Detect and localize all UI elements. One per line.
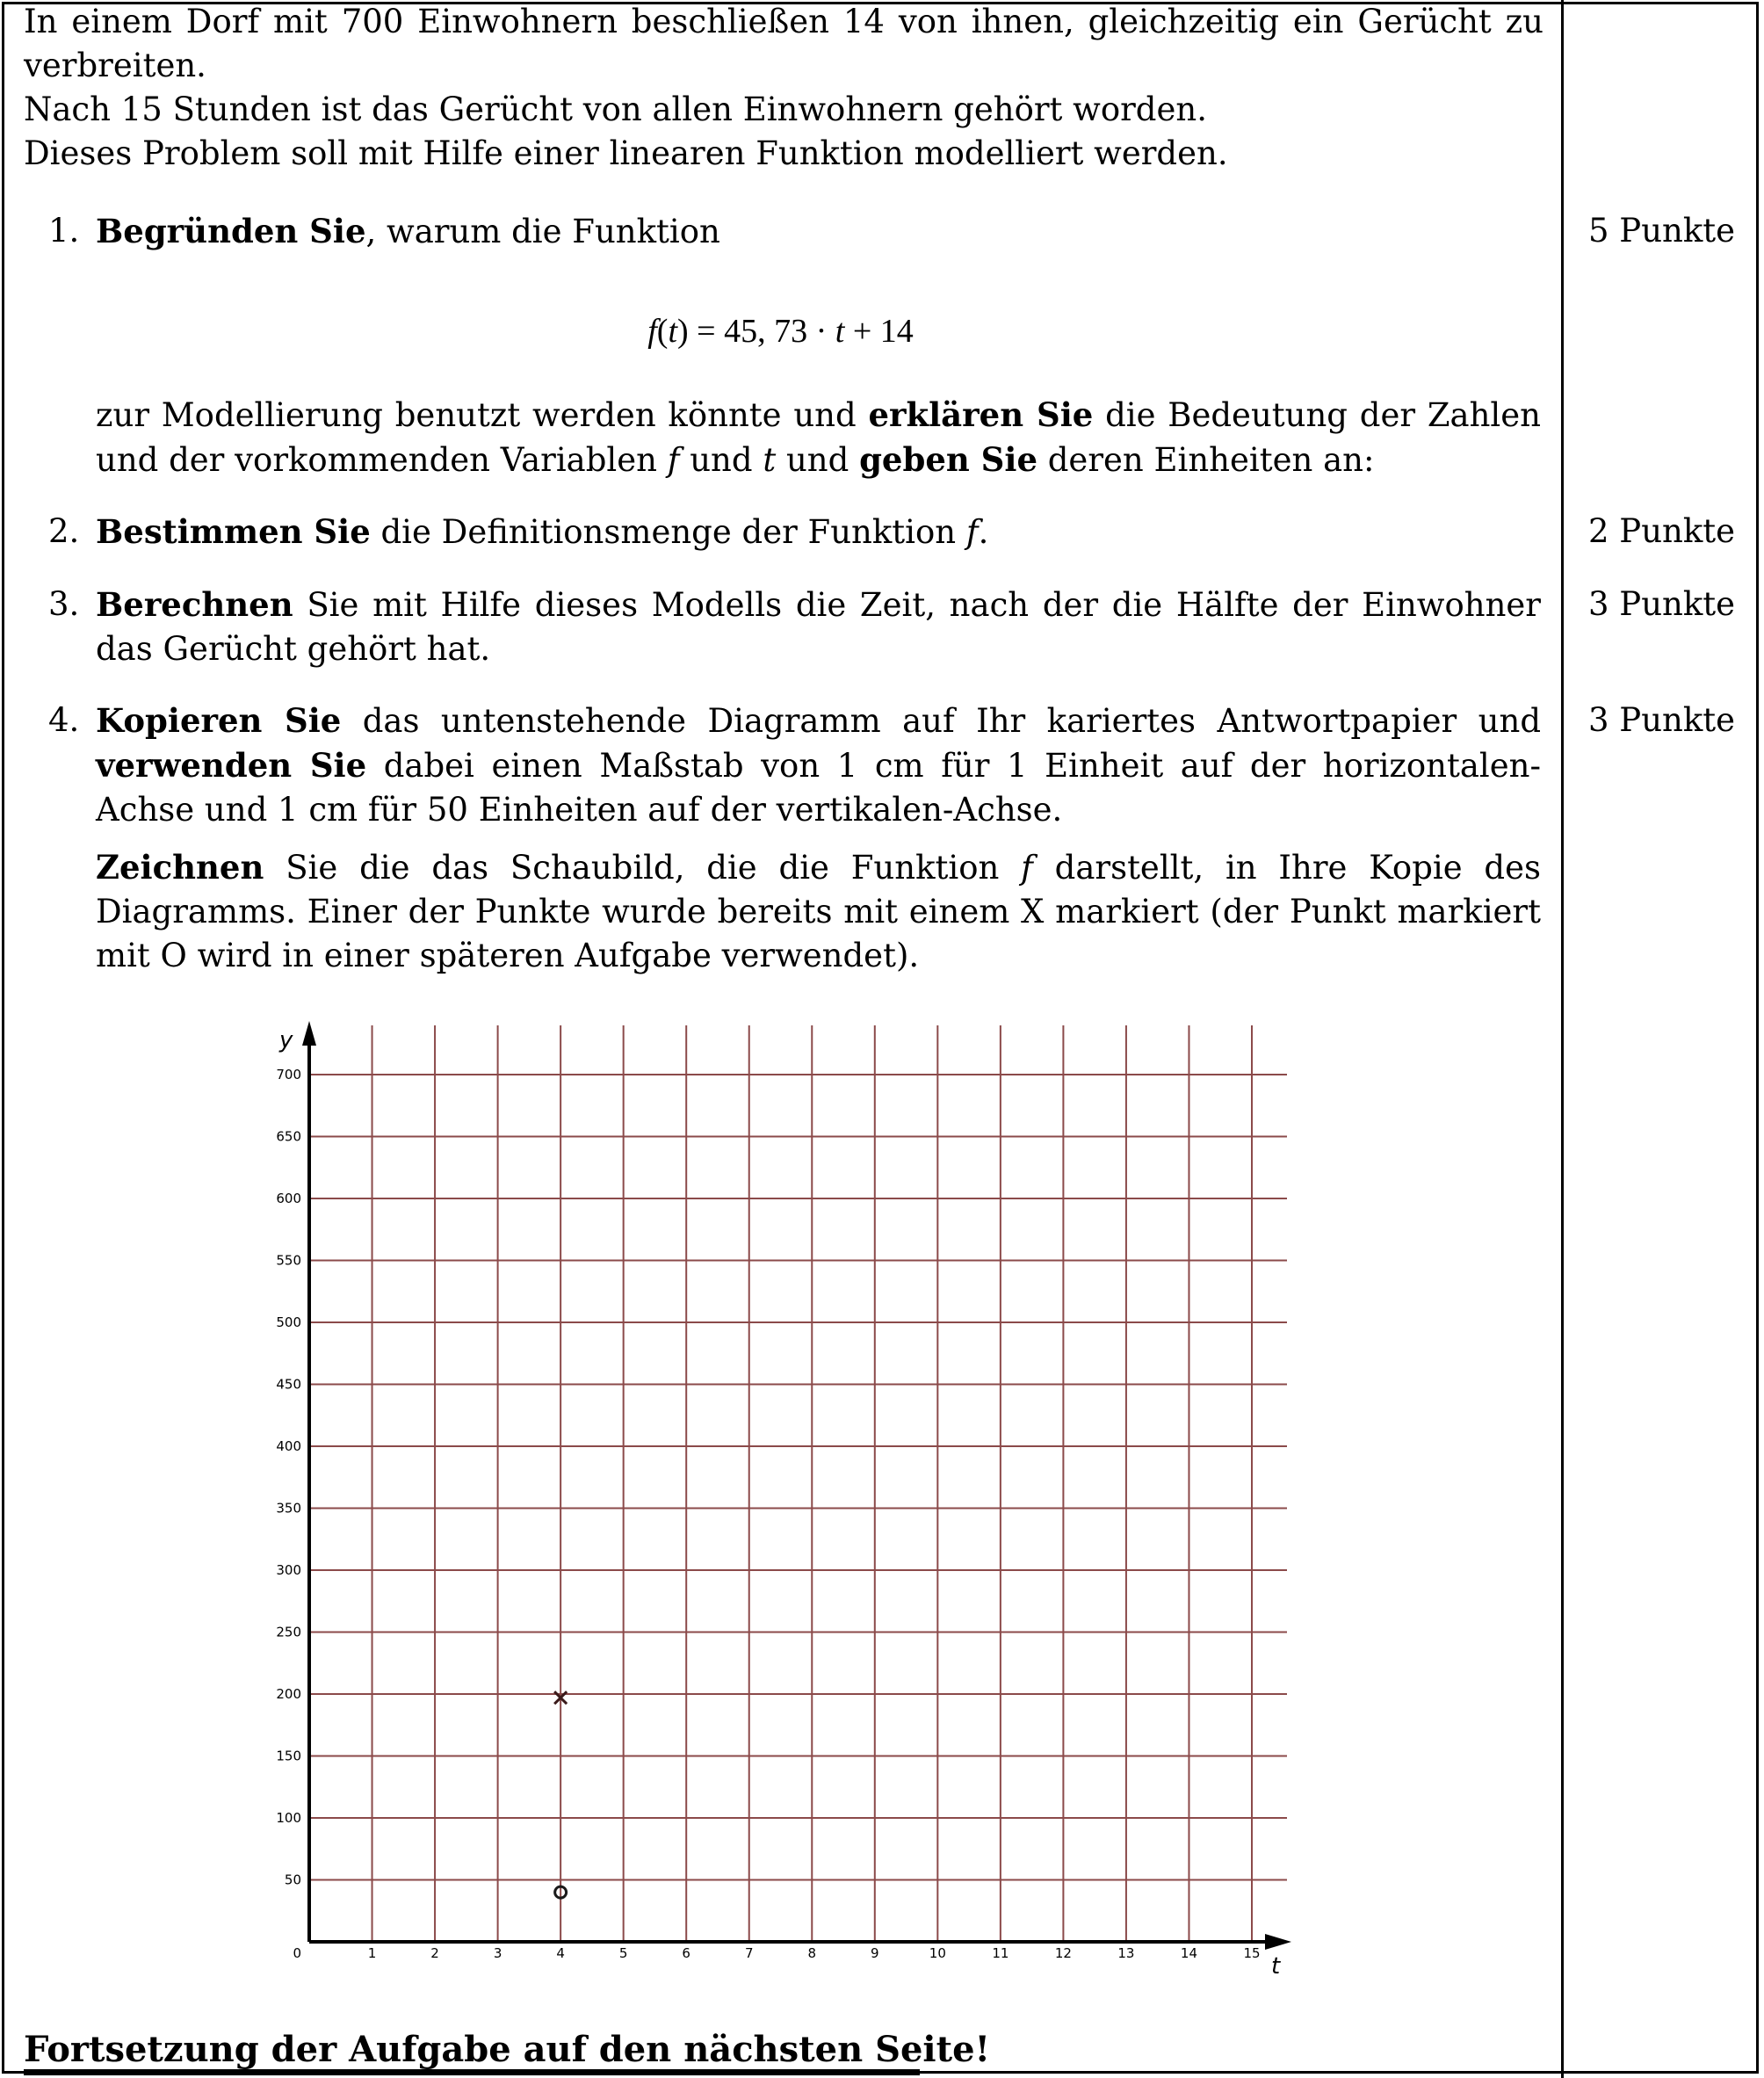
intro-line-2: Nach 15 Stunden ist das Gerücht von allen Einwohnern gehört worden. — [24, 91, 1207, 128]
task-2-line: Bestimmen Sie die Definitionsmenge der Funktion f. — [96, 512, 989, 551]
y-tick-label: 50 — [284, 1872, 301, 1888]
origin-label: 0 — [293, 1945, 301, 1961]
y-tick-label: 400 — [276, 1438, 301, 1454]
task-4-number: 4. — [48, 701, 80, 739]
x-tick-label: 1 — [367, 1945, 377, 1961]
task-4-bold-2: verwenden Sie — [96, 746, 367, 785]
y-tick-label: 300 — [276, 1562, 301, 1578]
y-tick-label: 100 — [276, 1810, 301, 1826]
task-1-points: 5 Punkte — [1588, 212, 1736, 250]
continuation-note: Fortsetzung der Aufgabe auf den nächsten Seite! — [24, 2029, 991, 2070]
intro-line-3: Dieses Problem soll mit Hilfe einer linearen Funktion modelliert werden. — [24, 134, 1228, 172]
x-tick-label: 5 — [618, 1945, 628, 1961]
task-3-line: Berechnen Sie mit Hilfe dieses Modells die Zeit, nach der die Hälfte der Einwohner das Gerücht gehört hat. — [96, 585, 1541, 668]
y-tick-label: 450 — [276, 1376, 301, 1393]
y-tick-label: 500 — [276, 1314, 301, 1330]
y-tick-label: 650 — [276, 1128, 301, 1145]
x-tick-label: 8 — [807, 1945, 817, 1961]
x-tick-label: 13 — [1117, 1945, 1135, 1961]
x-tick-label: 2 — [430, 1945, 439, 1961]
task-4-paragraph-1: Kopieren Sie das untenstehende Diagramm auf Ihr kariertes Antwortpapier und verwenden Sie dabei einen Maßstab von 1 cm für 1 Einheit auf der horizontalen-Achse und 1 cm für 50 Einheiten auf der vertikalen-Achse. — [96, 701, 1542, 829]
task-1-text-1: , warum die Funktion — [365, 213, 720, 250]
y-axis-arrow — [302, 1021, 316, 1046]
task-3-points: 3 Punkte — [1588, 585, 1736, 623]
x-tick-label: 7 — [744, 1945, 754, 1961]
task-2-points: 2 Punkte — [1588, 512, 1736, 550]
task-4-paragraph-2: Zeichnen Sie die das Schaubild, die die Funktion f darstellt, in Ihre Kopie des Diagramms. Einer der Punkte wurde bereits mit einem X markiert (der Punkt markiert mit O wird in einer späteren Aufgabe verwendet). — [96, 848, 1541, 974]
task-1-number: 1. — [48, 212, 80, 250]
task-1-explanation: zur Modellierung benutzt werden könnte und erklären Sie die Bedeutung der Zahlen und der vorkommenden Variablen f und t und geben Sie deren Einheiten an: — [96, 395, 1541, 479]
task-3-number: 3. — [48, 585, 80, 623]
x-tick-label: 12 — [1054, 1945, 1072, 1961]
continuation-underline — [24, 2069, 920, 2075]
task-2-bold-1: Bestimmen Sie — [96, 512, 371, 551]
task-1-formula: f(t) = 45, 73 · t + 14 — [647, 313, 914, 350]
x-tick-label: 6 — [682, 1945, 690, 1961]
formula-rhs: + 14 — [844, 313, 914, 350]
x-tick-label: 14 — [1180, 1945, 1198, 1961]
x-tick-label: 9 — [871, 1945, 879, 1961]
formula-var-t: t — [835, 313, 845, 350]
y-tick-label: 550 — [276, 1252, 301, 1269]
task-1-bold-1: Begründen Sie — [96, 212, 366, 250]
y-axis-label: y — [279, 1027, 293, 1053]
x-tick-label: 15 — [1243, 1945, 1261, 1961]
task-1-bold-3: geben Sie — [859, 440, 1037, 479]
task-3-bold-1: Berechnen — [96, 585, 293, 624]
y-tick-label: 150 — [276, 1748, 301, 1764]
y-tick-label: 200 — [276, 1686, 301, 1702]
task-4-bold-3: Zeichnen — [96, 848, 264, 887]
task-4-points: 3 Punkte — [1588, 701, 1736, 739]
task-1-bold-2: erklären Sie — [868, 395, 1094, 434]
intro-line-1: In einem Dorf mit 700 Einwohnern beschließen 14 von ihnen, gleichzeitig ein Gerücht zu verbreiten. — [24, 3, 1544, 84]
task-4-bold-1: Kopieren Sie — [96, 701, 342, 740]
x-tick-label: 11 — [992, 1945, 1009, 1961]
y-tick-label: 600 — [276, 1191, 301, 1206]
y-tick-label: 700 — [276, 1067, 301, 1082]
x-tick-label: 3 — [493, 1945, 502, 1961]
x-axis-arrow — [1265, 1934, 1291, 1950]
y-tick-label: 250 — [276, 1624, 301, 1640]
x-axis-label: t — [1271, 1953, 1281, 1980]
task-2-number: 2. — [48, 512, 80, 550]
x-tick-label: 10 — [929, 1945, 946, 1961]
x-tick-label: 4 — [556, 1945, 565, 1961]
y-tick-label: 350 — [276, 1500, 301, 1517]
